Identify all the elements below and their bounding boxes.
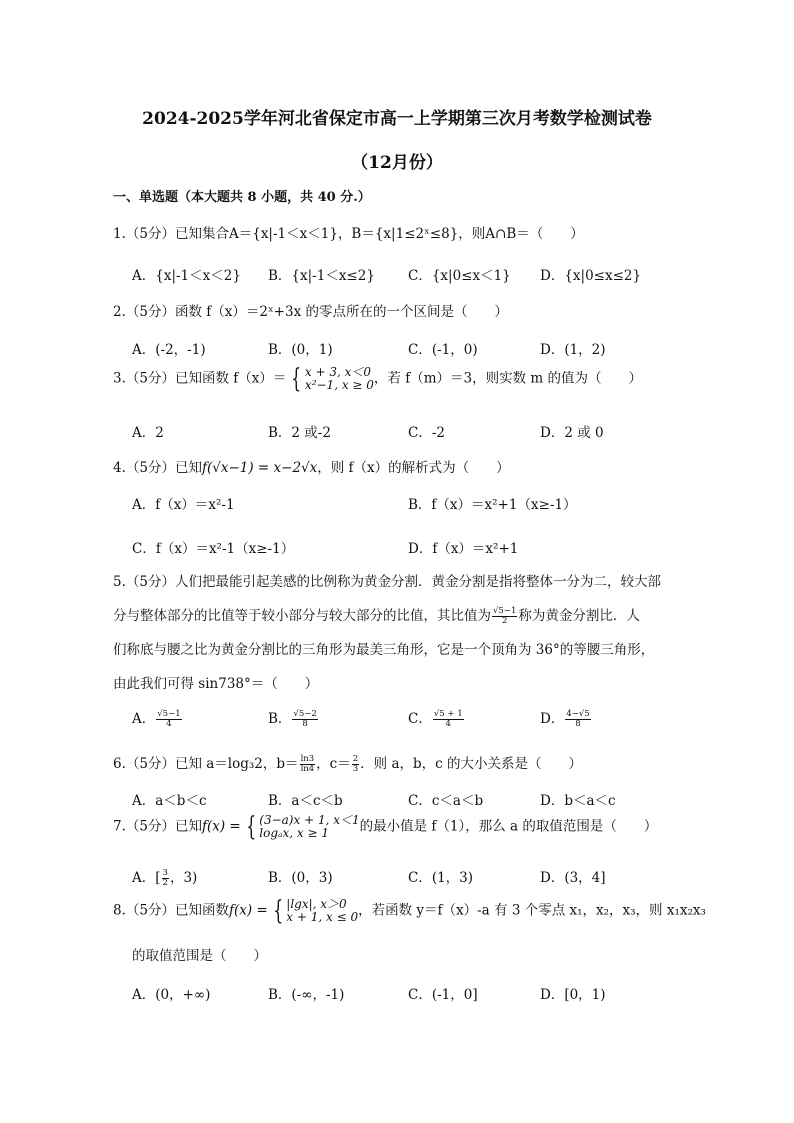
question-5-line-2 — [113, 604, 640, 626]
q6-option-c: C．c＜a＜b — [408, 793, 484, 809]
q3-piecewise: { x + 3, x＜0 x²−1, x ≥ 0 — [291, 364, 374, 394]
q6-b-label: b＝ — [276, 756, 299, 772]
q6-c-fraction — [352, 755, 359, 774]
fraction-numerator: 4−√5 — [566, 709, 590, 719]
question-1-prefix: 1.（5分）已知集合 — [113, 226, 229, 242]
q7-piece-1: (3−a)x + 1, x＜1 — [259, 813, 360, 827]
option-label: D． — [540, 711, 565, 727]
fraction-denominator: 8 — [575, 719, 581, 729]
q3-piece-2: x²−1, x ≥ 0 — [304, 378, 374, 392]
option-label: C． — [408, 711, 432, 727]
fraction-denominator: 3 — [352, 764, 359, 774]
question-5-line-3: 们称底与腰之比为黄金分割比的三角形为最美三角形，它是一个顶角为 36°的等腰三角形， — [113, 642, 655, 658]
q3-option-b: B．2 或-2 — [268, 425, 331, 441]
question-1-text: A＝{x|-1＜x＜1}，B＝{x|1≤2ˣ≤8}，则A∩B＝（ ） — [228, 226, 584, 242]
q1-option-d: D．{x|0≤x≤2} — [540, 268, 642, 284]
fraction-numerator: 3 — [162, 868, 168, 878]
q6-c-label: ，c＝ — [316, 756, 351, 772]
q6-option-a: A．a＜b＜c — [132, 793, 207, 809]
q4-option-b: B．f（x）＝x²+1（x≥-1） — [408, 497, 577, 513]
q4-option-c: C．f（x）＝x²-1（x≥-1） — [132, 541, 295, 557]
q5-option-d — [540, 707, 592, 729]
question-6 — [113, 752, 582, 774]
q2-option-d: D．(1，2) — [540, 342, 606, 358]
fraction-denominator: 2 — [501, 616, 508, 626]
question-8-line-2: 的取值范围是（ ） — [132, 948, 267, 964]
q7-piece-2: logₐx, x ≥ 1 — [259, 826, 330, 840]
q8-piece-1: |lgx|, x＞0 — [286, 897, 347, 911]
option-label: A． — [132, 711, 156, 727]
question-6-suffix: ．则 a，b，c 的大小关系是（ ） — [360, 756, 582, 772]
q7-fx: f(x) = — [201, 818, 241, 835]
q6-option-b: B．a＜c＜b — [268, 793, 343, 809]
option-label: A．[ — [132, 870, 161, 886]
q8-option-a: A．(0，+∞) — [132, 987, 211, 1003]
q2-option-b: B．(0，1) — [268, 342, 333, 358]
fraction-denominator: 8 — [302, 719, 308, 729]
q1-option-a: A．{x|-1＜x＜2} — [132, 268, 241, 284]
q8-option-b: B．(-∞，-1) — [268, 987, 345, 1003]
q8-fx: f(x) = — [228, 902, 268, 919]
question-5-line-4: 由此我们可得 sin738°＝（ ） — [113, 676, 319, 692]
q7-option-d: D．(3，4] — [540, 870, 606, 886]
q1-option-b: B．{x|-1＜x≤2} — [268, 268, 375, 284]
fraction-numerator: √5−1 — [493, 606, 517, 616]
question-4-prefix: 4.（5分）已知 — [113, 460, 202, 476]
fraction-denominator: 2 — [162, 878, 168, 888]
fraction-denominator: ln4 — [300, 764, 315, 774]
question-4 — [113, 456, 510, 476]
q8-option-d: D．[0，1) — [540, 987, 606, 1003]
q4-option-a: A．f（x）＝x²-1 — [132, 497, 235, 513]
q6-option-d: D．b＜a＜c — [540, 793, 616, 809]
fraction-denominator: 4 — [445, 719, 451, 729]
q4-option-d: D．f（x）＝x²+1 — [408, 541, 519, 557]
question-8-prefix: 8.（5分）已知函数 — [113, 902, 229, 919]
q3-option-c: C．-2 — [408, 425, 445, 441]
question-3-suffix: ，若 f（m）＝3，则实数 m 的值为（ ） — [373, 370, 642, 387]
q8-option-c: C．(-1，0] — [408, 987, 478, 1003]
exam-subtitle: （12月份） — [351, 153, 443, 173]
q5-option-a — [132, 707, 183, 729]
q6-b-fraction — [300, 755, 316, 774]
question-1 — [113, 222, 584, 242]
fraction-numerator: √5−2 — [293, 709, 317, 719]
fraction-denominator: 4 — [166, 719, 172, 729]
option-label: B． — [268, 711, 292, 727]
question-7 — [113, 814, 657, 840]
fraction-numerator: ln3 — [300, 754, 315, 764]
question-3-prefix: 3.（5分）已知函数 f（x）＝ — [113, 370, 287, 387]
q8-piece-2: x + 1, x ≤ 0 — [286, 910, 359, 924]
question-4-suffix: ，则 f（x）的解析式为（ ） — [317, 460, 510, 476]
q4-formula: f(√x−1) = x−2√x — [201, 460, 318, 476]
question-5-line-1: 5.（5分）人们把最能引起美感的比例称为黄金分割．黄金分割是指将整体一分为二，较大部 — [113, 574, 661, 590]
exam-title: 2024-2025学年河北省保定市高一上学期第三次月考数学检测试卷 — [142, 109, 652, 129]
question-7-prefix: 7.（5分）已知 — [113, 818, 202, 835]
question-6-prefix: 6.（5分）已知 a＝log₃2， — [113, 756, 277, 772]
q1-option-c: C．{x|0≤x＜1} — [408, 268, 511, 284]
fraction-numerator: √5 + 1 — [433, 709, 463, 719]
option-suffix: ，3) — [169, 870, 198, 886]
q5-line-2-part-a: 分与整体部分的比值等于较小部分与较大部分的比值，其比值为 — [113, 608, 491, 624]
fraction-numerator: √5−1 — [157, 709, 181, 719]
q2-option-a: A．(-2，-1) — [132, 342, 206, 358]
q7-option-c: C．(1，3) — [408, 870, 474, 886]
q2-option-c: C．(-1，0) — [408, 342, 478, 358]
question-3 — [113, 366, 642, 392]
q7-option-a — [132, 866, 197, 888]
question-8-suffix: ，若函数 y＝f（x）-a 有 3 个零点 x₁，x₂，x₃，则 x₁x₂x₃ — [358, 902, 706, 919]
golden-ratio-fraction — [492, 607, 517, 626]
fraction-numerator: 2 — [352, 754, 359, 764]
question-7-suffix: 的最小值是 f（1），那么 a 的取值范围是（ ） — [359, 818, 658, 835]
q8-piecewise: { |lgx|, x＞0 x + 1, x ≤ 0 — [273, 896, 359, 926]
q5-line-2-part-b: 称为黄金分割比．人 — [518, 608, 640, 624]
section-heading: 一、单选题（本大题共 8 小题，共 40 分.） — [113, 190, 371, 205]
q3-option-d: D．2 或 0 — [540, 425, 604, 441]
question-2: 2.（5分）函数 f（x）＝2ˣ+3x 的零点所在的一个区间是（ ） — [113, 304, 508, 320]
q3-option-a: A．2 — [132, 425, 164, 441]
question-8 — [113, 898, 706, 924]
q3-piece-1: x + 3, x＜0 — [304, 365, 372, 379]
q5-option-c — [408, 707, 465, 729]
q7-piecewise: { (3−a)x + 1, x＜1 logₐx, x ≥ 1 — [246, 812, 360, 842]
q5-option-b — [268, 707, 319, 729]
q7-option-b: B．(0，3) — [268, 870, 333, 886]
